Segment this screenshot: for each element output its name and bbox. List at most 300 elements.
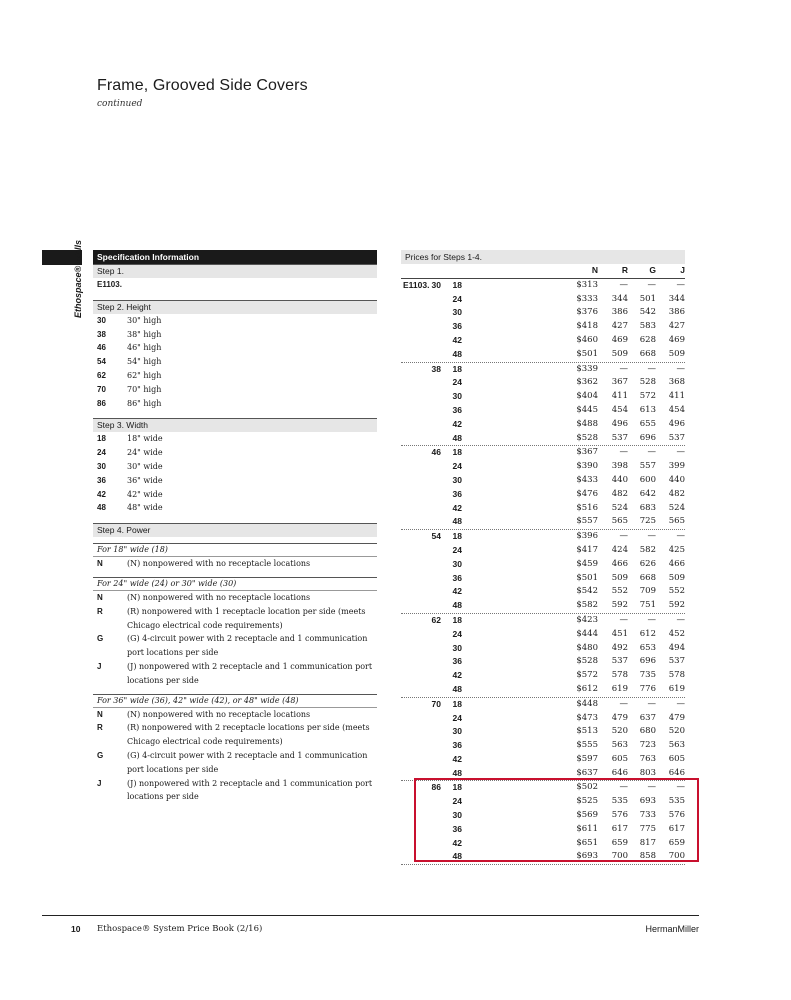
spec-code: R [97, 606, 103, 616]
spec-row [93, 591, 377, 605]
step-1-header: Step 1. [93, 264, 377, 278]
price-r: 563 [611, 740, 628, 751]
price-r: 440 [611, 474, 628, 485]
price-j: 469 [668, 334, 685, 345]
width-code: 18 [452, 363, 462, 374]
price-g: 858 [639, 851, 656, 862]
price-n: $528 [576, 656, 598, 667]
price-r: 344 [611, 293, 628, 304]
price-g: 763 [639, 753, 656, 764]
column-j-header: J [680, 265, 685, 275]
price-j: — [676, 447, 685, 458]
price-row [401, 488, 685, 502]
price-j: 605 [668, 753, 685, 764]
price-r: — [619, 698, 628, 709]
price-row [401, 739, 685, 753]
price-j: — [676, 782, 685, 793]
width-code: 18 [452, 279, 462, 290]
price-n: $404 [576, 391, 598, 402]
price-table-header: Prices for Steps 1-4. [401, 250, 685, 264]
width-code: 30 [452, 558, 462, 569]
price-row [401, 530, 685, 544]
price-row [401, 669, 685, 683]
width-code: 18 [452, 698, 462, 709]
price-j: 592 [668, 600, 685, 611]
price-j: 576 [668, 810, 685, 821]
footer-rule [42, 915, 699, 916]
price-g: 668 [639, 572, 656, 583]
price-row [401, 363, 685, 377]
price-row [401, 502, 685, 516]
spec-row [93, 749, 377, 777]
price-n: $362 [576, 377, 598, 388]
price-g: 626 [639, 558, 656, 569]
price-g: — [647, 531, 656, 542]
width-code: 36 [452, 321, 462, 332]
width-code: 24 [452, 796, 462, 807]
width-code: 18 [452, 614, 462, 625]
page-subtitle: continued [97, 99, 143, 109]
width-code: 30 [452, 391, 462, 402]
spec-row [93, 605, 377, 633]
price-n: $612 [576, 683, 598, 694]
price-r: — [619, 279, 628, 290]
width-code: 36 [452, 404, 462, 415]
power-width-subheader: For 36" wide (36), 42" wide (42), or 48" wide (48) [93, 694, 377, 708]
price-r: 386 [611, 307, 628, 318]
price-j: 411 [668, 391, 685, 402]
price-r: 552 [611, 586, 628, 597]
price-table [401, 250, 685, 865]
price-n: $433 [576, 474, 598, 485]
spec-code: 86 [97, 398, 106, 408]
price-row [401, 376, 685, 390]
spec-desc: 54" high [127, 357, 162, 367]
price-row [401, 432, 685, 447]
price-g: 600 [639, 474, 656, 485]
price-j: 399 [668, 461, 685, 472]
price-j: 482 [668, 488, 685, 499]
spec-desc: (G) 4-circuit power with 2 receptacle and 1 communication port locations per side [127, 634, 368, 658]
price-g: 696 [639, 656, 656, 667]
price-n: $418 [576, 321, 598, 332]
price-g: 653 [639, 642, 656, 653]
height-code: 30 [431, 279, 441, 290]
spec-row [93, 278, 377, 292]
price-row [401, 683, 685, 698]
price-r: 605 [611, 753, 628, 764]
spec-row [93, 660, 377, 688]
width-code: 42 [452, 502, 462, 513]
specification-table [93, 250, 377, 804]
price-n: $513 [576, 726, 598, 737]
page-title: Frame, Grooved Side Covers [97, 77, 308, 94]
height-code: 46 [431, 447, 441, 458]
spec-code: 24 [97, 448, 106, 458]
spec-desc: (R) nonpowered with 1 receptacle location per side (meets Chicago electrical code requirements) [127, 606, 366, 630]
price-n: $516 [576, 502, 598, 513]
price-n: $367 [576, 447, 598, 458]
spec-code: 42 [97, 489, 106, 499]
price-j: 368 [668, 377, 685, 388]
price-r: 424 [611, 544, 628, 555]
price-j: 617 [668, 823, 685, 834]
price-r: 578 [611, 670, 628, 681]
price-n: $611 [576, 823, 598, 834]
price-g: 751 [639, 600, 656, 611]
section-side-label: Ethospace® Walls [73, 240, 83, 318]
spec-desc: (N) nonpowered with no receptacle locations [127, 709, 311, 719]
price-n: $597 [576, 753, 598, 764]
column-n-header: N [591, 265, 598, 275]
price-j: 427 [668, 321, 685, 332]
spec-desc: 62" high [127, 370, 162, 380]
specification-header: Specification Information [93, 250, 377, 264]
step-3-header: Step 3. Width [93, 418, 377, 432]
price-j: 524 [668, 502, 685, 513]
spec-code: 30 [97, 315, 106, 325]
spec-code: 54 [97, 357, 106, 367]
price-g: — [647, 614, 656, 625]
price-n: $555 [576, 740, 598, 751]
spec-code: N [97, 709, 103, 719]
height-code: 54 [431, 531, 441, 542]
price-j: 537 [668, 656, 685, 667]
step-4-header: Step 4. Power [93, 523, 377, 537]
price-n: $476 [576, 488, 598, 499]
spec-row [93, 328, 377, 342]
price-r: 659 [611, 837, 628, 848]
model-number: E1103. [403, 279, 430, 290]
width-code: 48 [452, 767, 462, 778]
spec-row [93, 460, 377, 474]
price-g: 613 [639, 404, 656, 415]
price-row [401, 642, 685, 656]
price-j: 535 [668, 796, 685, 807]
page-number: 10 [71, 924, 81, 934]
highlight-box [414, 778, 699, 862]
price-j: 496 [668, 418, 685, 429]
spec-desc: 70" high [127, 384, 162, 394]
spec-desc: (G) 4-circuit power with 2 receptacle and 1 communication port locations per side [127, 750, 368, 774]
spec-desc: 30" wide [127, 461, 163, 471]
spec-row [93, 432, 377, 446]
spec-code: G [97, 634, 104, 644]
price-g: 528 [639, 377, 656, 388]
price-g: 572 [639, 391, 656, 402]
spec-code: 38 [97, 329, 106, 339]
price-g: 612 [639, 628, 656, 639]
spec-desc [127, 278, 377, 292]
price-n: $313 [576, 279, 598, 290]
price-j: 466 [668, 558, 685, 569]
power-width-subheader: For 24" wide (24) or 30" wide (30) [93, 577, 377, 591]
price-n: $501 [576, 572, 598, 583]
price-j: 700 [668, 851, 685, 862]
price-j: 565 [668, 516, 685, 527]
price-r: — [619, 782, 628, 793]
price-r: 496 [611, 418, 628, 429]
price-r: 479 [611, 712, 628, 723]
spec-desc: (J) nonpowered with 2 receptacle and 1 communication port locations per side [127, 661, 373, 685]
price-g: 709 [639, 586, 656, 597]
spec-desc: 48" wide [127, 503, 163, 513]
spec-row [93, 355, 377, 369]
price-row [401, 306, 685, 320]
price-r: 592 [611, 600, 628, 611]
spec-desc: (R) nonpowered with 2 receptacle locations per side (meets Chicago electrical code requirements) [127, 723, 370, 747]
price-row [401, 404, 685, 418]
spec-desc: 42" wide [127, 489, 163, 499]
price-row [401, 599, 685, 614]
width-code: 48 [452, 683, 462, 694]
price-g: 668 [639, 348, 656, 359]
spec-code: 70 [97, 384, 106, 394]
price-n: $569 [576, 810, 598, 821]
price-row [401, 460, 685, 474]
spec-code: N [97, 592, 103, 602]
spec-row [93, 721, 377, 749]
price-g: 542 [639, 307, 656, 318]
price-r: 537 [611, 656, 628, 667]
width-code: 48 [452, 851, 462, 862]
price-r: 565 [611, 516, 628, 527]
price-n: $339 [576, 363, 598, 374]
price-r: — [619, 531, 628, 542]
width-code: 36 [452, 572, 462, 583]
price-g: 776 [639, 683, 656, 694]
price-r: 492 [611, 642, 628, 653]
width-code: 48 [452, 432, 462, 443]
price-column-headers [401, 264, 685, 279]
spec-desc: 30" high [127, 315, 162, 325]
price-n: $390 [576, 461, 598, 472]
price-g: — [647, 447, 656, 458]
price-g: 723 [639, 740, 656, 751]
price-row [401, 293, 685, 307]
price-n: $376 [576, 307, 598, 318]
price-r: 509 [611, 348, 628, 359]
spec-desc: 86" high [127, 398, 162, 408]
price-g: 733 [639, 810, 656, 821]
price-row [401, 572, 685, 586]
price-n: $396 [576, 531, 598, 542]
price-g: — [647, 363, 656, 374]
spec-code: 46 [97, 343, 106, 353]
price-j: 578 [668, 670, 685, 681]
price-g: 775 [639, 823, 656, 834]
price-g: 735 [639, 670, 656, 681]
price-row [401, 515, 685, 530]
price-n: $572 [576, 670, 598, 681]
price-r: 520 [611, 726, 628, 737]
width-code: 18 [452, 447, 462, 458]
price-row [401, 348, 685, 363]
column-g-header: G [649, 265, 656, 275]
spec-row [93, 777, 377, 805]
price-g: 803 [639, 767, 656, 778]
power-width-subheader: For 18" wide (18) [93, 543, 377, 557]
price-n: $557 [576, 516, 598, 527]
price-j: — [676, 363, 685, 374]
price-j: 520 [668, 726, 685, 737]
spec-row [93, 632, 377, 660]
width-code: 24 [452, 628, 462, 639]
width-code: 24 [452, 544, 462, 555]
spec-code: R [97, 723, 103, 733]
spec-code: J [97, 778, 102, 788]
column-r-header: R [621, 265, 628, 275]
spec-code: 62 [97, 370, 106, 380]
step-2-header: Step 2. Height [93, 300, 377, 314]
width-code: 42 [452, 334, 462, 345]
price-row [401, 698, 685, 712]
price-r: 466 [611, 558, 628, 569]
price-j: — [676, 698, 685, 709]
width-code: 18 [452, 782, 462, 793]
spec-row [93, 557, 377, 571]
price-g: 637 [639, 712, 656, 723]
spec-code: 36 [97, 475, 106, 485]
spec-row [93, 708, 377, 722]
price-r: 427 [611, 321, 628, 332]
price-j: 386 [668, 307, 685, 318]
price-g: — [647, 698, 656, 709]
spec-code: G [97, 750, 104, 760]
price-n: $582 [576, 600, 598, 611]
width-code: 24 [452, 461, 462, 472]
price-n: $693 [576, 851, 598, 862]
price-r: 451 [611, 628, 628, 639]
width-code: 18 [452, 531, 462, 542]
spec-desc: 24" wide [127, 448, 163, 458]
price-g: 680 [639, 726, 656, 737]
price-g: 501 [639, 293, 656, 304]
price-row [401, 558, 685, 572]
spec-code: 18 [97, 434, 106, 444]
width-code: 42 [452, 418, 462, 429]
price-j: 659 [668, 837, 685, 848]
width-code: 48 [452, 516, 462, 527]
price-row [401, 585, 685, 599]
price-j: 646 [668, 767, 685, 778]
price-g: 817 [639, 837, 656, 848]
price-n: $488 [576, 418, 598, 429]
price-j: 452 [668, 628, 685, 639]
price-row [401, 279, 685, 293]
spec-row [93, 383, 377, 397]
width-code: 48 [452, 600, 462, 611]
price-n: $480 [576, 642, 598, 653]
brand-logo: HermanMiller [645, 924, 699, 934]
price-r: 411 [611, 391, 628, 402]
width-code: 30 [452, 726, 462, 737]
width-code: 24 [452, 712, 462, 723]
width-code: 30 [452, 810, 462, 821]
price-g: — [647, 782, 656, 793]
width-code: 24 [452, 377, 462, 388]
width-code: 36 [452, 488, 462, 499]
price-row [401, 334, 685, 348]
spec-row [93, 501, 377, 515]
spec-code: 48 [97, 503, 106, 513]
price-g: 628 [639, 334, 656, 345]
price-g: 557 [639, 461, 656, 472]
price-r: 576 [611, 810, 628, 821]
price-r: — [619, 447, 628, 458]
width-code: 30 [452, 307, 462, 318]
price-r: — [619, 614, 628, 625]
height-code: 86 [431, 782, 441, 793]
price-j: 563 [668, 740, 685, 751]
price-j: 454 [668, 404, 685, 415]
price-row [401, 474, 685, 488]
price-n: $542 [576, 586, 598, 597]
spec-code: E1103. [97, 280, 122, 289]
price-n: $501 [576, 348, 598, 359]
spec-desc: (N) nonpowered with no receptacle locations [127, 559, 311, 569]
price-n: $448 [576, 698, 598, 709]
price-n: $473 [576, 712, 598, 723]
price-r: 535 [611, 796, 628, 807]
price-n: $528 [576, 432, 598, 443]
price-r: 524 [611, 502, 628, 513]
price-j: 425 [668, 544, 685, 555]
price-g: 725 [639, 516, 656, 527]
price-r: 700 [611, 851, 628, 862]
price-n: $459 [576, 558, 598, 569]
spec-desc: 38" high [127, 329, 162, 339]
width-code: 30 [452, 642, 462, 653]
price-row [401, 446, 685, 460]
price-j: 479 [668, 712, 685, 723]
width-code: 36 [452, 656, 462, 667]
width-code: 48 [452, 348, 462, 359]
width-code: 42 [452, 670, 462, 681]
spec-row [93, 314, 377, 328]
height-code: 38 [431, 363, 441, 374]
spec-desc: (J) nonpowered with 2 receptacle and 1 communication port locations per side [127, 778, 373, 802]
price-r: 469 [611, 334, 628, 345]
spec-code: J [97, 661, 102, 671]
price-n: $651 [576, 837, 598, 848]
price-r: 482 [611, 488, 628, 499]
price-g: 693 [639, 796, 656, 807]
book-title: Ethospace® System Price Book (2/16) [97, 924, 263, 934]
price-j: 494 [668, 642, 685, 653]
spec-desc: 36" wide [127, 475, 163, 485]
price-row [401, 628, 685, 642]
spec-row [93, 446, 377, 460]
price-j: — [676, 279, 685, 290]
price-g: 642 [639, 488, 656, 499]
width-code: 42 [452, 753, 462, 764]
price-g: — [647, 279, 656, 290]
price-r: — [619, 363, 628, 374]
price-g: 655 [639, 418, 656, 429]
price-j: — [676, 614, 685, 625]
price-row [401, 712, 685, 726]
price-n: $423 [576, 614, 598, 625]
price-j: 344 [668, 293, 685, 304]
price-n: $637 [576, 767, 598, 778]
spec-row [93, 369, 377, 383]
price-r: 454 [611, 404, 628, 415]
price-row [401, 544, 685, 558]
price-j: 619 [668, 683, 685, 694]
spec-row [93, 488, 377, 502]
width-code: 36 [452, 740, 462, 751]
